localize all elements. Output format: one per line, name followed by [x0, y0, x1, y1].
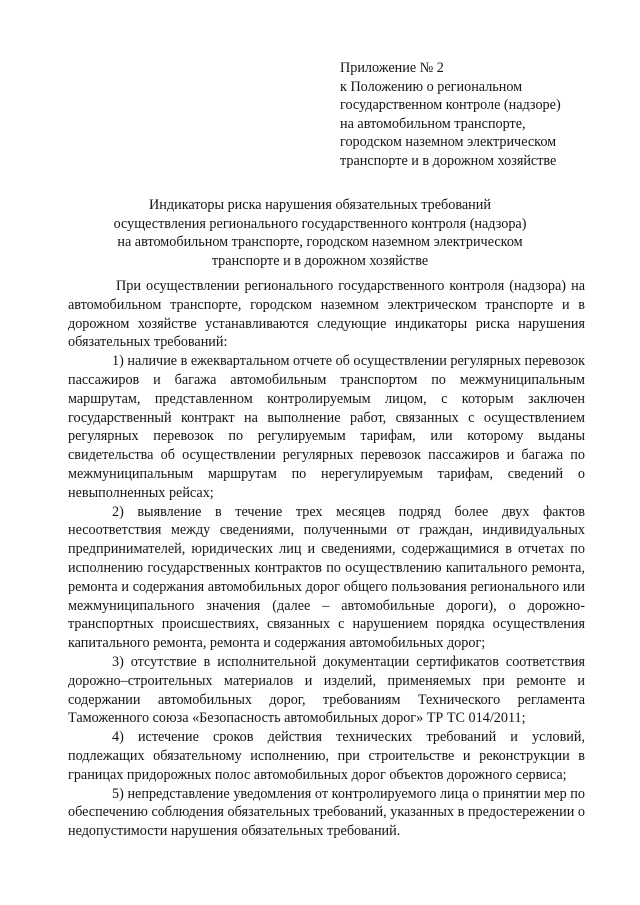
- list-item: 2) выявление в течение трех месяцев подряд более двух фактов несоответствия между сведениями, полученными от граждан, индивидуальных предпринимателей, юридических лиц и сведениями, содержащимися в отчетах по исполнению государственных контрактов по осуществлению капитального ремонта, ремонта и содержания автомобильных дорог общего пользования регионального или межмуниципального значения (далее – автомобильные дороги), о дорожно-транспортных происшествиях, связанных с нарушением порядка осуществления капитального ремонта, ремонта и содержания автомобильных дорог;: [68, 503, 585, 652]
- title-line: на автомобильном транспорте, городском наземном электрическом: [117, 234, 523, 251]
- intro-paragraph: При осуществлении регионального государственного контроля (надзора) на автомобильном транспорте, городском наземном электрическом транспорте и в дорожном хозяйстве устанавливаются следующие индикаторы риска нарушения обязательных требований:: [68, 278, 585, 351]
- appendix-line: государственном контроле (надзоре): [340, 97, 561, 114]
- appendix-line: Приложение № 2: [340, 60, 444, 76]
- appendix-line: к Положению о региональном: [340, 78, 523, 95]
- document-title: [60, 196, 580, 270]
- appendix-line: на автомобильном транспорте,: [340, 115, 526, 132]
- list-item: 4) истечение сроков действия технических требований и условий, подлежащих обязательному исполнению, при строительстве и реконструкции в границах придорожных полос автомобильных дорог объектов дорожного сервиса;: [68, 729, 585, 783]
- document-body: [68, 277, 585, 841]
- list-item: 3) отсутствие в исполнительной документации сертификатов соответствия дорожно–строительных материалов и изделий, применяемых при ремонте и содержании автомобильных дорог, требованиям Технического регламента Таможенного союза «Безопасность автомобильных дорог» ТР ТС 014/2011;: [68, 653, 585, 727]
- list-item: 1) наличие в ежеквартальном отчете об осуществлении регулярных перевозок пассажиров и багажа автомобильным транспортом по межмуниципальным маршрутам, представленном контролируемым лицом, с которым заключен государственный контракт на выполнение работ, связанных с осуществлением регулярных перевозок по регулируемым тарифам, или которому выданы свидетельства об осуществлении регулярных перевозок пассажиров и багажа по межмуниципальным маршрутам по нерегулируемым тарифам, сведений о невыполненных рейсах;: [68, 353, 585, 501]
- title-line: Индикаторы риска нарушения обязательных требований: [149, 197, 491, 213]
- title-line: транспорте и в дорожном хозяйстве: [211, 252, 429, 269]
- list-item: 5) непредставление уведомления от контролируемого лица о принятии мер по обеспечению соблюдения обязательных требований, указанных в предостережении о недопустимости нарушения обязательных требований.: [68, 785, 585, 840]
- appendix-header: [340, 59, 610, 171]
- appendix-line: транспорте и в дорожном хозяйстве: [340, 152, 557, 169]
- title-line: осуществления регионального государственного контроля (надзора): [113, 215, 527, 232]
- appendix-line: городском наземном электрическом: [340, 134, 557, 151]
